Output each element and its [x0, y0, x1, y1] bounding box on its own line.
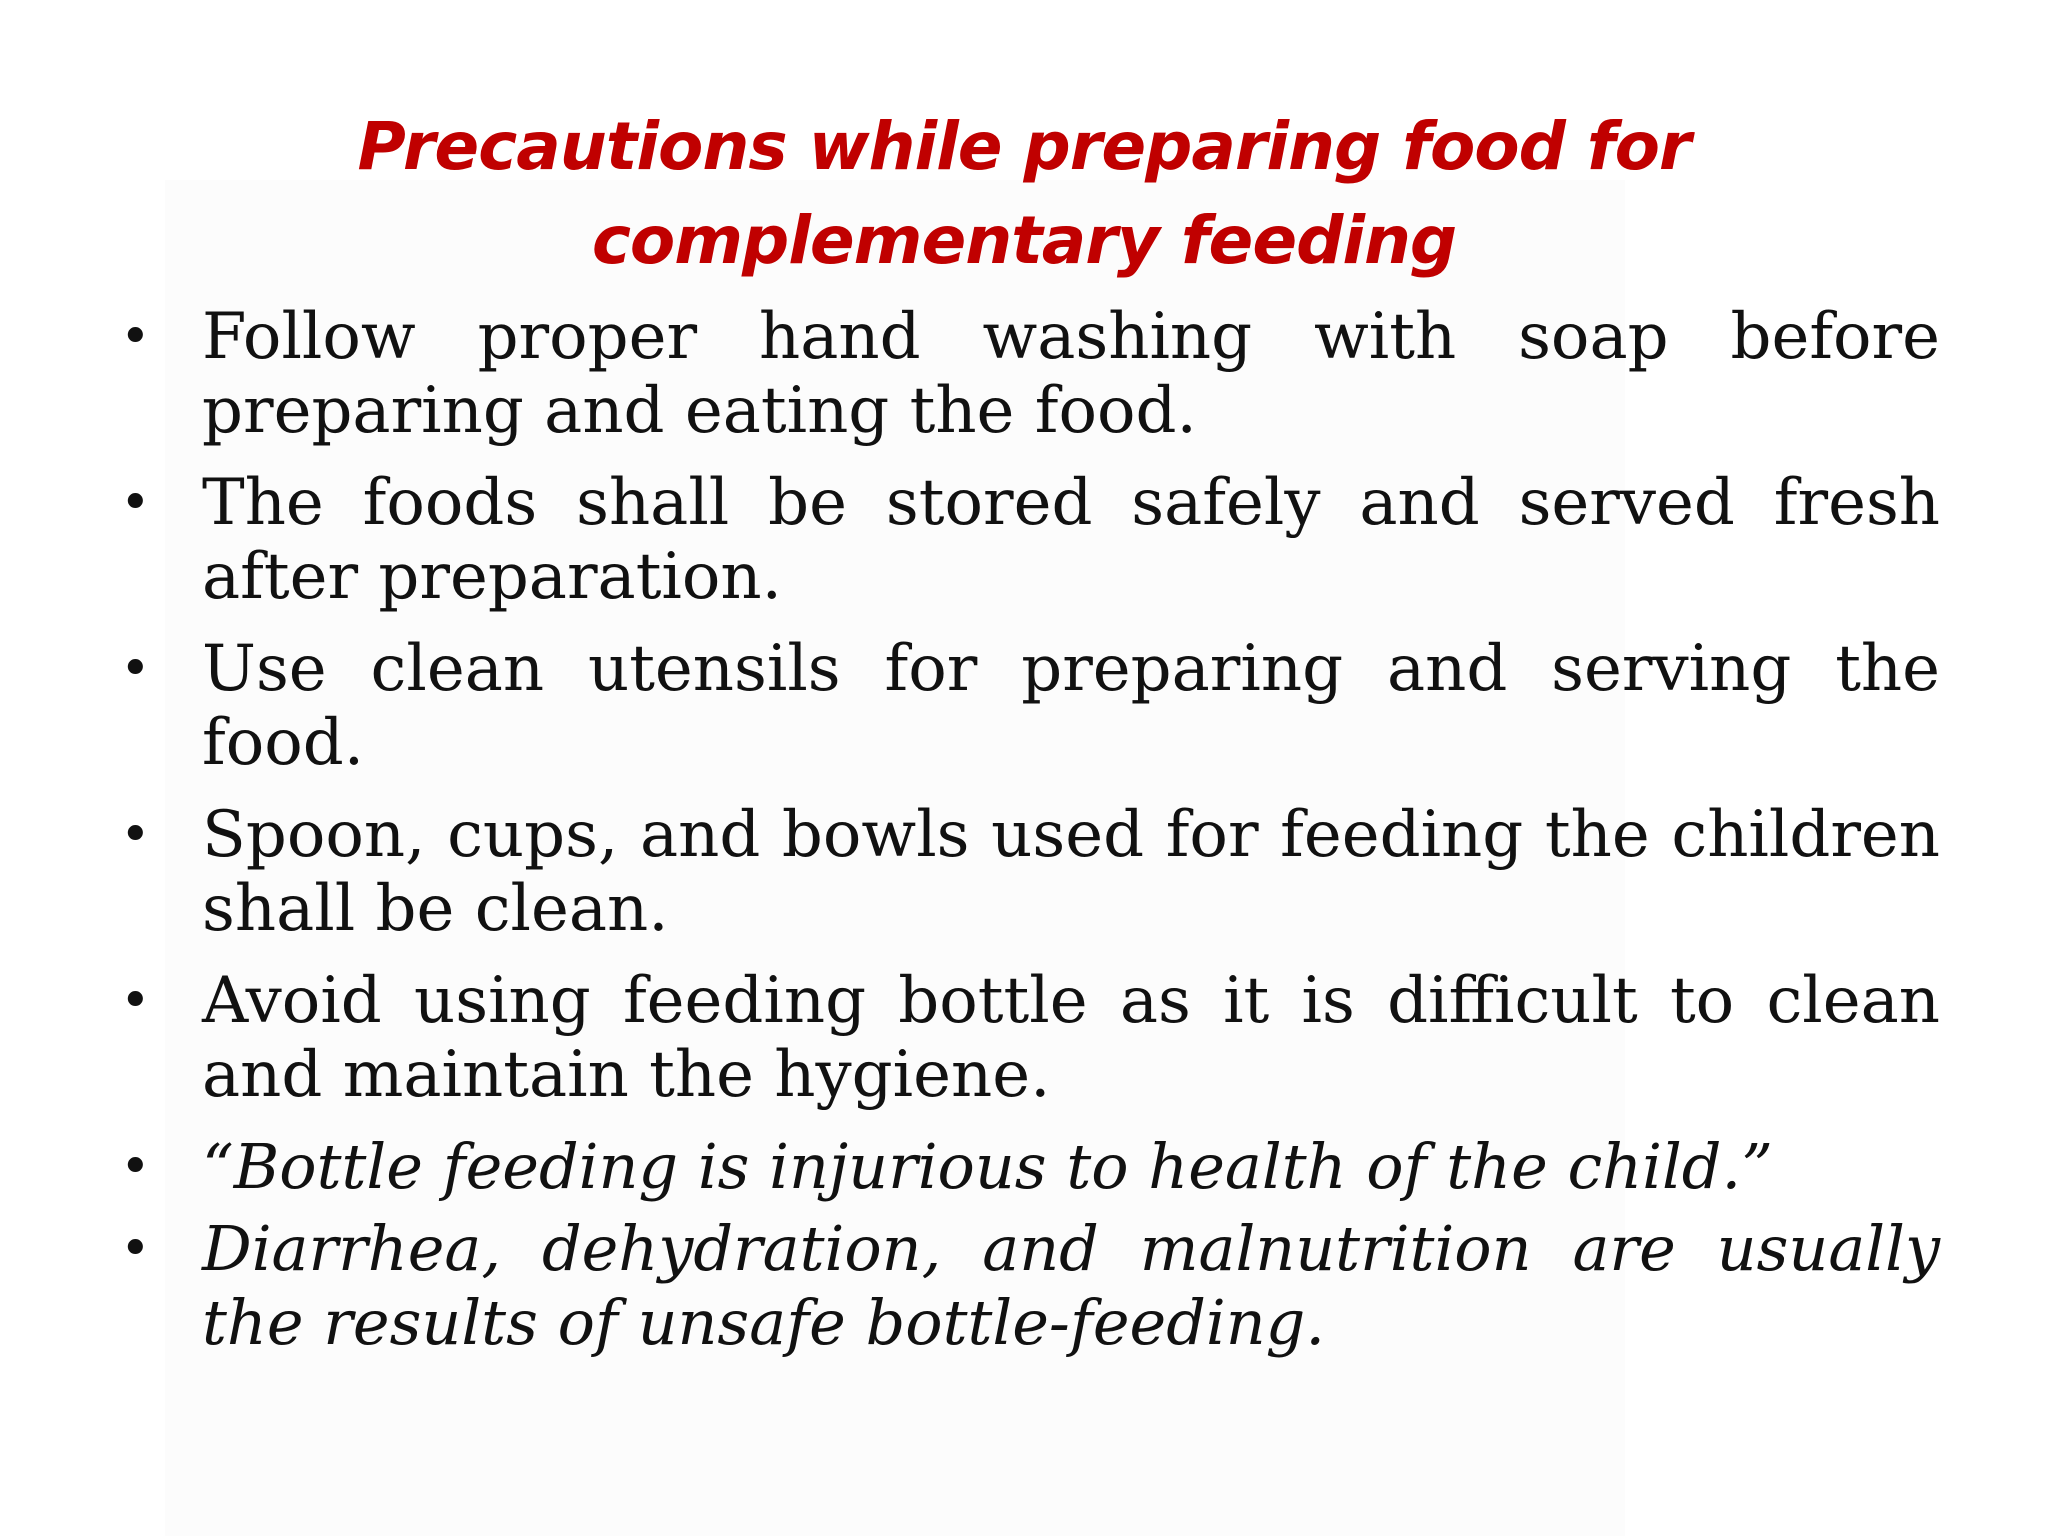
bullet-text: Use clean utensils for preparing and serving the food. — [202, 632, 1940, 780]
bullet-icon: • — [120, 307, 151, 367]
list-item — [120, 632, 1940, 780]
bullet-icon: • — [120, 1137, 151, 1197]
bullet-italic-text: Diarrhea, dehydration, and malnutrition are usually the results of unsafe bottle-feeding. — [202, 1212, 1940, 1359]
bullet-icon: • — [120, 971, 151, 1031]
list-item — [120, 964, 1940, 1112]
list-item — [120, 798, 1940, 946]
list-item — [120, 1130, 1940, 1204]
bullet-text: The foods shall be stored safely and served fresh after preparation. — [202, 466, 1940, 614]
bullet-icon: • — [120, 473, 151, 533]
bullet-text: Follow proper hand washing with soap before preparing and eating the food. — [202, 300, 1940, 448]
bullet-quote-text: “Bottle feeding is injurious to health of the child.” — [202, 1130, 1773, 1203]
bullet-text: Avoid using feeding bottle as it is difficult to clean and maintain the hygiene. — [202, 964, 1940, 1112]
bullet-icon: • — [120, 805, 151, 865]
list-item — [120, 466, 1940, 614]
slide-title: Precautions while preparing food for complementary feeding — [357, 108, 1691, 279]
bullet-icon: • — [120, 639, 151, 699]
list-item — [120, 300, 1940, 448]
list-item — [120, 1212, 1940, 1360]
bullet-icon: • — [120, 1219, 151, 1279]
bullet-text: Spoon, cups, and bowls used for feeding the children shall be clean. — [202, 798, 1940, 946]
bullet-list — [120, 300, 1940, 1378]
